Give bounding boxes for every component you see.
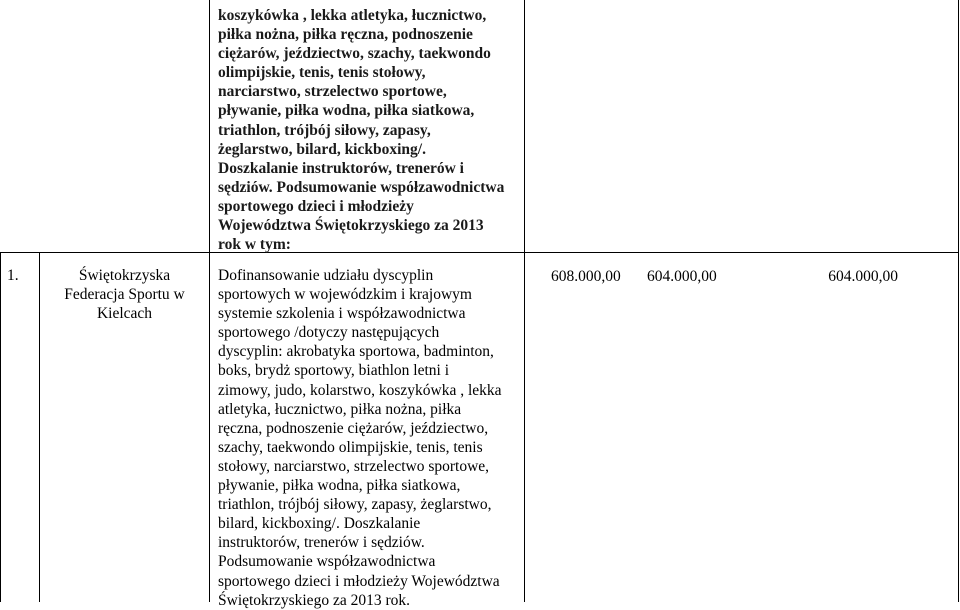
row-amount-3: 604.000,00	[828, 268, 898, 285]
row-organization: Świętokrzyska Federacja Sportu w Kielcach	[64, 267, 185, 323]
row-amount-1: 608.000,00	[551, 268, 621, 285]
column-divider-number	[39, 252, 40, 602]
row-amount-2: 604.000,00	[647, 268, 717, 285]
top-row-description: koszykówka , lekka atletyka, łucznictwo, piłka nożna, piłka ręczna, podnoszenie ciężarów, jeździectwo, szachy, taekwondo olimpijskie, tenis, tenis stołowy, narciarstwo, strzelectwo sportowe, pływanie, piłka wodna, piłka siatkowa, triathlon, trójbój siłowy, zapasy, żeglarstwo, bilard, kickboxing/. Doszkalanie instruktorów, trenerów i sędziów. Podsumowanie współzawodnictwa sportowego dzieci i młodzieży Województwa Świętokrzyskiego za 2013 rok w tym:	[218, 7, 505, 254]
column-divider-description	[524, 0, 525, 602]
row-description: Dofinansowanie udziału dyscyplin sportowych w wojewódzkim i krajowym systemie szkolenia i współzawodnictwa sportowego /dotyczy następujących dyscyplin: akrobatyka sportowa, badminton, boks, brydż sportowy, biathlon letni i zimowy, judo, kolarstwo, koszykówka , lekka atletyka, łucznictwo, piłka nożna, piłka ręczna, podnoszenie ciężarów, jeździectwo, szachy, taekwondo olimpijskie, tenis, tenis stołowy, narciarstwo, strzelectwo sportowe, pływanie, piłka wodna, piłka siatkowa, triathlon, trójbój siłowy, zapasy, żeglarstwo, bilard, kickboxing/. Doszkalanie instruktorów, trenerów i sędziów. Podsumowanie współzawodnictwa sportowego dzieci i młodzieży Województwa Świętokrzyskiego za 2013 rok.	[218, 267, 502, 609]
row-number: 1.	[7, 267, 19, 284]
table-right-border	[958, 0, 959, 602]
table-left-border	[0, 252, 1, 602]
column-divider-organization	[209, 0, 210, 602]
